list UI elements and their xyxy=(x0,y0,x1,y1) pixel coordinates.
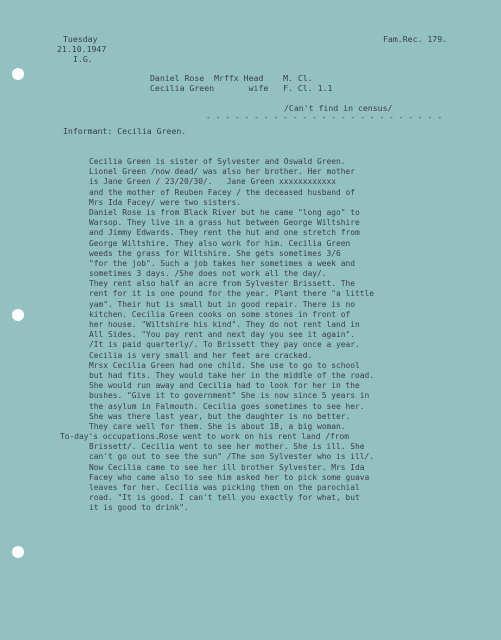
text-line: Facey who came also to see him asked her to pick some guava xyxy=(89,472,370,482)
punch-hole xyxy=(12,68,24,80)
today-label: To-day's occupations. xyxy=(60,432,160,441)
record-reference: Fam.Rec. 179. xyxy=(383,34,448,44)
text-line: Lionel Green /now dead/ was also her brother. Her mother xyxy=(89,167,356,177)
text-line: /It is paid quarterly/. To Brissett they pay once a year. xyxy=(89,340,360,350)
header-date: 21.10.1947 xyxy=(57,44,107,54)
text-line: and Jimmy Edwards. They rent the hut and one stretch from xyxy=(89,228,360,238)
text-line: Daniel Rose is from Black River but he came "long ago" to xyxy=(89,207,360,217)
text-line: it is good to drink". xyxy=(89,503,189,513)
text-line: All Sides. "You pay rent and next day you see it again". xyxy=(89,330,356,340)
text-line: is Jane Green / 23/20/30/. Jane Green xxxxxxxxxxxx xyxy=(89,177,337,187)
text-line: her house. "Wiltshire his kind". They do not rent land in xyxy=(89,320,360,329)
text-line: "for the job". Such a job takes her sometimes a week and xyxy=(89,258,356,268)
text-line: Brissett/. Cecilia went to see her mother. She is ill. She xyxy=(89,442,365,452)
punch-hole xyxy=(12,309,24,321)
informant-line: Informant: Cecilia Green. xyxy=(63,126,187,136)
text-line: but had fits. They would take her in the middle of the road. xyxy=(89,370,375,380)
text-line: kitchen. Cecilia Green cooks on some stones in front of xyxy=(89,309,351,319)
text-line: the asylum in Falmouth. Cecilia goes sometimes to see her. xyxy=(89,401,365,411)
census-note: /Can't find in census/ xyxy=(284,103,393,113)
text-line: sometimes 3 days. /She does not work all the day/. xyxy=(89,269,327,279)
household-row: Cecilia Green wife F. Cl. 1.1 xyxy=(150,83,333,93)
text-line: leaves for her. Cecilia was picking them on the parochial xyxy=(89,482,360,492)
text-line: can't go out to see the sun" /The son Sylvester who is ill/. xyxy=(89,452,375,462)
separator-line: - - - - - - - - - - - - - - - - - - - - - - - - - xyxy=(206,113,443,122)
text-line: George Wiltshire. They also work for him. Cecilia Green xyxy=(89,238,351,248)
text-line: Mrsx Cecilia Green had one child. She use to go to school xyxy=(89,360,360,370)
text-line: weeds the grass for Wiltshire. She gets sometimes 3/6 xyxy=(89,248,341,258)
narrative-text xyxy=(89,157,484,432)
text-line: bushes. "Give it to government" She is now since 5 years in xyxy=(89,391,370,401)
text-line: She would run away and Cecilia had to look for her in the xyxy=(89,381,360,391)
text-line: yam". Their hut is small but in good repair. There is no xyxy=(89,299,356,309)
text-line: road. "It is good. I can't tell you exactly for what, but xyxy=(89,493,360,503)
text-line: Now Cecilia came to see her ill brother Sylvester. Mrs Ida xyxy=(89,462,365,472)
text-line: rent for it is one pound for the year. Plant there "a little xyxy=(89,289,375,299)
text-line: and the mother of Reuben Facey / the deceased husband of xyxy=(89,187,356,197)
header-code: I.G. xyxy=(73,54,93,64)
text-line: Mrs Ida Facey/ were two sisters. xyxy=(89,197,242,207)
text-line: They care well for them. She is about 18, a big woman. xyxy=(89,421,346,431)
text-line: Warsop. They live in a grass hut between George Wiltshire xyxy=(89,218,360,228)
text-line: She was there last year, but the daughter is no better. xyxy=(89,411,351,421)
punch-hole xyxy=(12,546,24,558)
household-row: Daniel Rose Mrffx Head M. Cl. xyxy=(150,73,313,83)
today-text xyxy=(89,432,484,514)
header-day: Tuesday xyxy=(63,34,98,44)
text-line: Cecilia is very small and her feet are cracked. xyxy=(89,350,313,360)
text-line: Rose went to work on his rent land /from xyxy=(159,432,350,441)
text-line: Cecilia Green is sister of Sylvester and Oswald Green. xyxy=(89,157,346,166)
text-line: They rent also half an acre from Sylvester Brissett. The xyxy=(89,279,356,289)
